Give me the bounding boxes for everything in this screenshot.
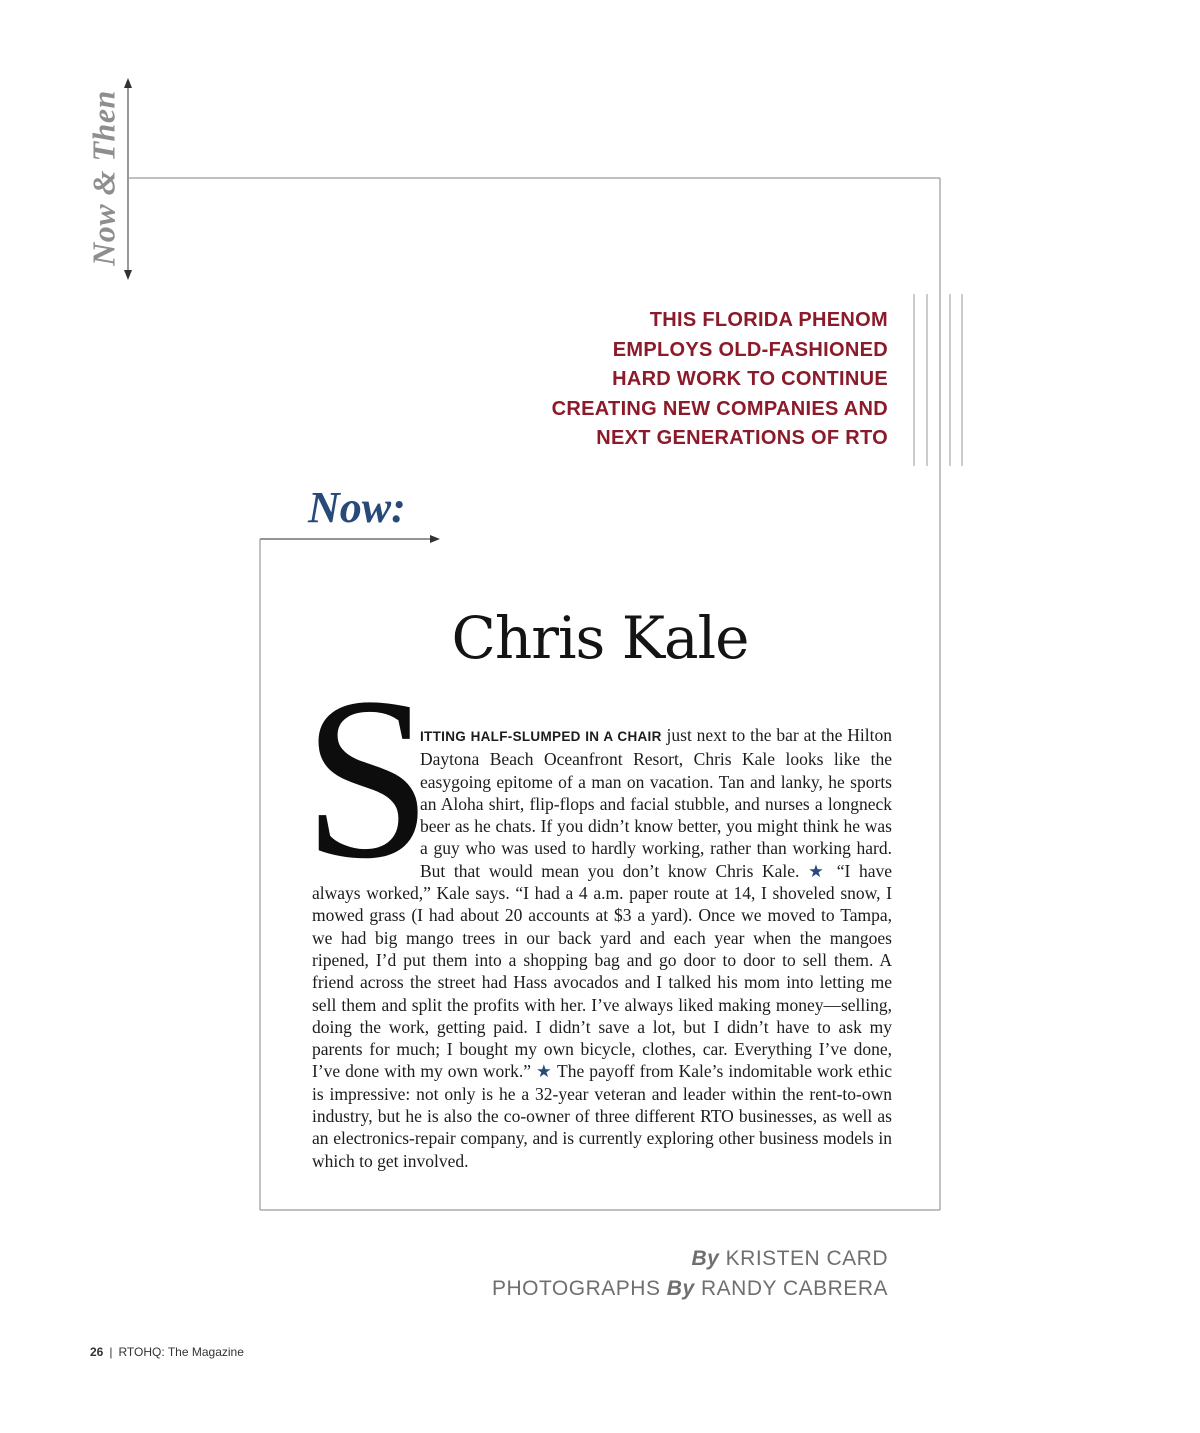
- star-icon: ★: [536, 1061, 553, 1082]
- body-segment-1: just next to the bar at the Hilton Daytona Beach Oceanfront Resort, Chris Kale looks like the easygoing epitome of a man on vacation. Tan and lanky, he sports an Aloha shirt, flip-flops and facial stubble, and nurses a longneck beer as he chats. If you didn’t know better, you might think he was a guy who was used to hardly working, rather than working hard. But that would mean you don’t know Chris Kale.: [420, 725, 893, 881]
- publication-name: RTOHQ: The Magazine: [118, 1345, 244, 1359]
- body-segment-2: “I have always worked,” Kale says. “I had a 4 a.m. paper route at 14, I shoveled snow, I mowed grass (I had about 20 accounts at $3 a yard). Once we moved to Tampa, we had big mango trees in our back yard and each year when the mangoes ripened, I’d put them into a shopping bag and go door to door to sell them. A friend across the street had Hass avocados and I talked his mom into letting me sell them and split the profits with her. I’ve always liked making money—selling, doing the work, getting paid. I didn’t save a lot, but I didn’t have to ask my parents for much; I bought my own bicycle, clothes, car. Everything I’ve done, I’ve done with my own work.”: [312, 860, 892, 1082]
- now-label: Now:: [308, 483, 406, 532]
- by-word: By: [691, 1247, 720, 1270]
- deck-line: HARD WORK TO CONTINUE: [612, 368, 888, 390]
- deck-line: NEXT GENERATIONS OF RTO: [596, 427, 888, 449]
- footer-separator: |: [109, 1345, 113, 1359]
- body-segment-3: The payoff from Kale’s indomitable work ethic is impressive: not only is he a 32-year veteran and leader within the rent-to-own industry, but he is also the co-owner of three different RTO businesses, as well as an electronics-repair company, and is currently exploring other business models in which to get involved.: [312, 1061, 892, 1171]
- lead-in: ITTING HALF-SLUMPED IN A CHAIR: [420, 729, 662, 744]
- deck-line: EMPLOYS OLD-FASHIONED: [612, 338, 888, 361]
- section-label: [48, 88, 160, 268]
- photos-prefix: PHOTOGRAPHS: [491, 1277, 661, 1300]
- author-name: KRISTEN CARD: [725, 1247, 888, 1270]
- by-word: By: [666, 1277, 695, 1300]
- drop-cap: S: [303, 650, 433, 907]
- page-footer: [90, 1345, 244, 1359]
- photo-credit: [492, 1274, 888, 1304]
- arrow-right-icon: [430, 535, 440, 543]
- credits: [492, 1244, 888, 1304]
- deck-line: THIS FLORIDA PHENOM: [649, 309, 888, 331]
- article-title: Chris Kale: [451, 604, 749, 672]
- article-body: [312, 724, 892, 1172]
- arrow-up-icon: [124, 78, 132, 88]
- byline: [492, 1244, 888, 1274]
- deck-line: CREATING NEW COMPANIES AND: [551, 397, 888, 420]
- section-label-text: Now & Then: [85, 90, 122, 266]
- page-number: 26: [90, 1345, 104, 1359]
- deck: [468, 306, 888, 454]
- arrow-down-icon: [124, 270, 132, 280]
- photographer-name: RANDY CABRERA: [701, 1277, 888, 1300]
- star-icon: ★: [808, 860, 829, 881]
